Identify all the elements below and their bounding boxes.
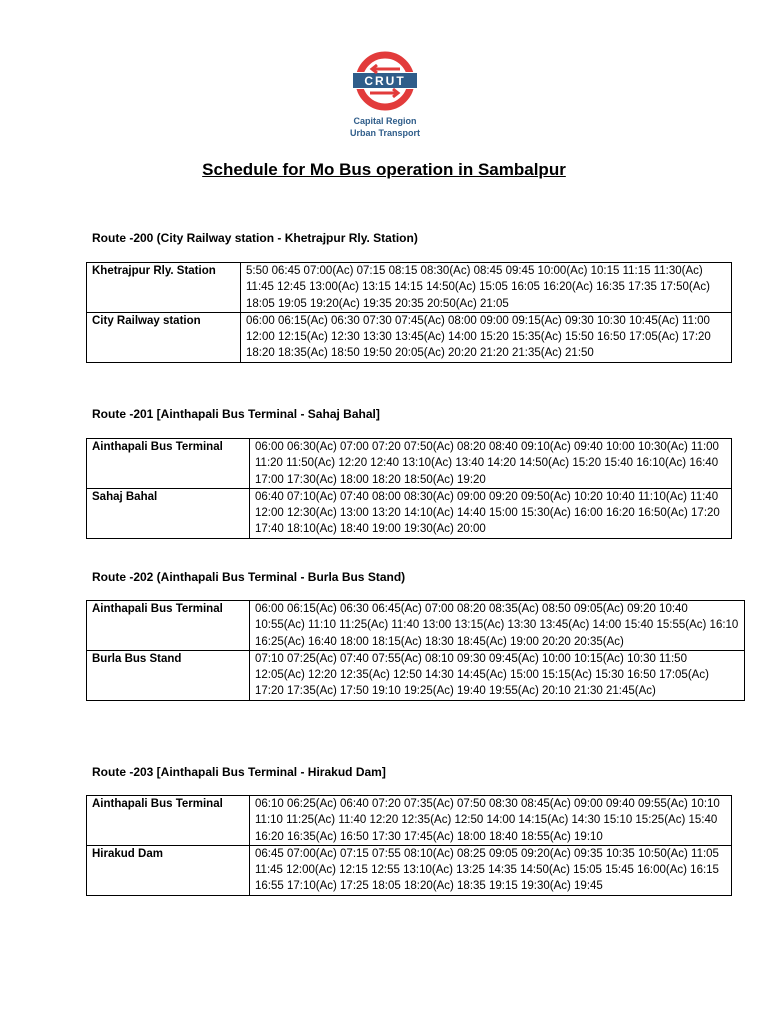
- departure-times: 5:50 06:45 07:00(Ac) 07:15 08:15 08:30(Ac) 08:45 09:45 10:00(Ac) 10:15 11:15 11:30(Ac) 11:45 12:45 13:00(Ac) 13:15 14:15 14:50(Ac) 15:05 16:05 16:20(Ac) 16:35 17:35 17:50(Ac) 18:05 19:05 19:20(Ac) 19:35 20:35 20:50(Ac) 21:05: [241, 263, 732, 313]
- departure-times: 06:00 06:15(Ac) 06:30 06:45(Ac) 07:00 08:20 08:35(Ac) 08:50 09:05(Ac) 09:20 10:40 10:55(Ac) 11:10 11:25(Ac) 11:40 13:00 13:15(Ac) 13:30 13:45(Ac) 14:00 15:40 15:55(Ac) 16:10 16:25(Ac) 16:40 18:00 18:15(Ac) 18:30 18:45(Ac) 19:00 20:20 20:35(Ac): [250, 601, 745, 651]
- stop-name: Hirakud Dam: [87, 845, 250, 895]
- departure-times: 06:00 06:30(Ac) 07:00 07:20 07:50(Ac) 08:20 08:40 09:10(Ac) 09:40 10:00 10:30(Ac) 11:00 11:20 11:50(Ac) 12:20 12:40 13:10(Ac) 13:40 14:20 14:50(Ac) 15:20 15:40 16:10(Ac) 16:40 17:00 17:30(Ac) 18:00 18:20 18:50(Ac) 19:20: [250, 439, 732, 489]
- table-row: [87, 263, 732, 313]
- departure-times: 06:40 07:10(Ac) 07:40 08:00 08:30(Ac) 09:00 09:20 09:50(Ac) 10:20 10:40 11:10(Ac) 11:40 12:00 12:30(Ac) 13:00 13:20 14:10(Ac) 14:40 15:00 15:30(Ac) 16:00 16:20 16:50(Ac) 17:20 17:40 18:10(Ac) 18:40 19:00 19:30(Ac) 20:00: [250, 488, 732, 538]
- stop-name: Ainthapali Bus Terminal: [87, 796, 250, 846]
- table-row: [87, 601, 745, 651]
- table-row: [87, 845, 732, 895]
- route-201-heading: Route -201 [Ainthapali Bus Terminal - Sahaj Bahal]: [92, 407, 380, 421]
- table-row: [87, 312, 732, 362]
- route-201-table: [86, 438, 732, 539]
- departure-times: 06:10 06:25(Ac) 06:40 07:20 07:35(Ac) 07:50 08:30 08:45(Ac) 09:00 09:40 09:55(Ac) 10:10 11:10 11:25(Ac) 11:40 12:20 12:35(Ac) 12:50 14:00 14:15(Ac) 14:30 15:10 15:25(Ac) 15:40 16:20 16:35(Ac) 16:50 17:30 17:45(Ac) 18:00 18:40 18:55(Ac) 19:10: [250, 796, 732, 846]
- departure-times: 07:10 07:25(Ac) 07:40 07:55(Ac) 08:10 09:30 09:45(Ac) 10:00 10:15(Ac) 10:30 11:50 12:05(Ac) 12:20 12:35(Ac) 12:50 14:30 14:45(Ac) 15:00 15:15(Ac) 15:30 16:50 17:05(Ac) 17:20 17:35(Ac) 17:50 19:10 19:25(Ac) 19:40 19:55(Ac) 20:10 21:30 21:45(Ac): [250, 650, 745, 700]
- stop-name: Ainthapali Bus Terminal: [87, 439, 250, 489]
- table-row: [87, 488, 732, 538]
- table-row: [87, 650, 745, 700]
- departure-times: 06:45 07:00(Ac) 07:15 07:55 08:10(Ac) 08:25 09:05 09:20(Ac) 09:35 10:35 10:50(Ac) 11:05 11:45 12:00(Ac) 12:15 12:55 13:10(Ac) 13:25 14:35 14:50(Ac) 15:05 15:45 16:00(Ac) 16:15 16:55 17:10(Ac) 17:25 18:05 18:20(Ac) 18:35 19:15 19:30(Ac) 19:45: [250, 845, 732, 895]
- table-row: [87, 439, 732, 489]
- route-202-heading: Route -202 (Ainthapali Bus Terminal - Burla Bus Stand): [92, 570, 406, 584]
- table-row: [87, 796, 732, 846]
- logo-subtitle-line1: Capital Region: [353, 116, 417, 126]
- document-title: Schedule for Mo Bus operation in Sambalpur: [202, 160, 566, 179]
- crut-logo-icon: [348, 48, 422, 114]
- logo-subtitle-line2: Urban Transport: [349, 128, 420, 138]
- route-200-table: [86, 262, 732, 363]
- departure-times: 06:00 06:15(Ac) 06:30 07:30 07:45(Ac) 08:00 09:00 09:15(Ac) 09:30 10:30 10:45(Ac) 11:00 12:00 12:15(Ac) 12:30 13:30 13:45(Ac) 14:00 15:20 15:35(Ac) 15:50 16:50 17:05(Ac) 17:20 18:20 18:35(Ac) 18:50 19:50 20:05(Ac) 20:20 21:20 21:35(Ac) 21:50: [241, 312, 732, 362]
- route-202-table: [86, 600, 745, 701]
- crut-logo: [335, 48, 435, 144]
- route-203-heading: Route -203 [Ainthapali Bus Terminal - Hirakud Dam]: [92, 765, 386, 779]
- route-200-heading: Route -200 (City Railway station - Khetrajpur Rly. Station): [92, 231, 418, 245]
- stop-name: Sahaj Bahal: [87, 488, 250, 538]
- logo-brand-text: CRUT: [364, 74, 406, 88]
- route-203-table: [86, 795, 732, 896]
- stop-name: City Railway station: [87, 312, 241, 362]
- stop-name: Ainthapali Bus Terminal: [87, 601, 250, 651]
- stop-name: Burla Bus Stand: [87, 650, 250, 700]
- stop-name: Khetrajpur Rly. Station: [87, 263, 241, 313]
